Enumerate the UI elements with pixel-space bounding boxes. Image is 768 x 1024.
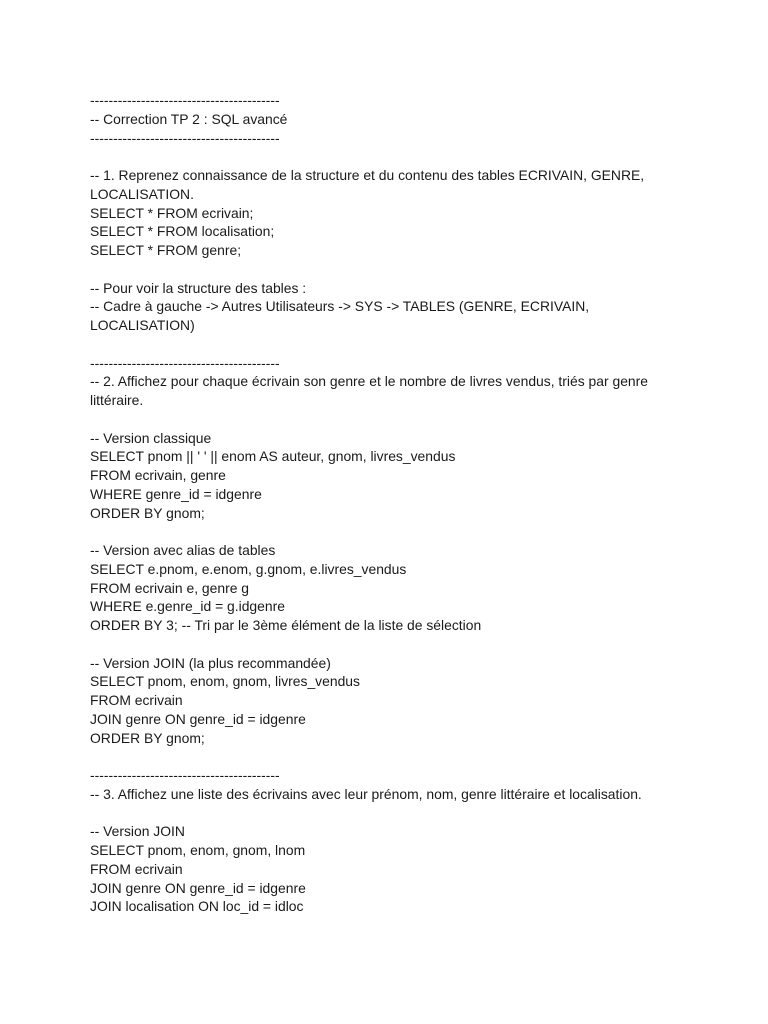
doc-line: -- Version classique	[90, 429, 212, 446]
doc-line: -- 2. Affichez pour chaque écrivain son genre et le nombre de livres vendus, triés par genre	[90, 373, 648, 390]
doc-line: littéraire.	[90, 392, 144, 408]
doc-line: -- 3. Affichez une liste des écrivains avec leur prénom, nom, genre littéraire et localisation.	[90, 785, 642, 802]
blank-line	[90, 410, 680, 429]
doc-line: -- Pour voir la structure des tables :	[90, 279, 307, 296]
doc-line: -- Version avec alias de tables	[90, 542, 276, 558]
doc-line: -----------------------------------------	[90, 92, 280, 108]
doc-line: ORDER BY gnom;	[90, 504, 205, 521]
doc-line: SELECT pnom, enom, gnom, lnom	[90, 842, 306, 858]
doc-line: JOIN genre ON genre_id = idgenre	[90, 879, 306, 896]
document-page	[90, 91, 680, 916]
blank-line	[90, 522, 680, 541]
blank-line	[90, 335, 680, 354]
doc-line: SELECT * FROM localisation;	[90, 223, 275, 240]
blank-line	[90, 147, 680, 166]
doc-line: SELECT pnom || ' ' || enom AS auteur, gnom, livres_vendus	[90, 448, 456, 465]
doc-line: JOIN genre ON genre_id = idgenre	[90, 710, 306, 727]
doc-line: FROM ecrivain	[90, 692, 183, 708]
doc-line: ORDER BY 3; -- Tri par le 3ème élément de la liste de sélection	[90, 617, 482, 633]
doc-line: SELECT * FROM ecrivain;	[90, 204, 254, 221]
doc-line: WHERE genre_id = idgenre	[90, 485, 262, 502]
blank-line	[90, 747, 680, 766]
doc-line: FROM ecrivain e, genre g	[90, 579, 250, 596]
doc-line: -----------------------------------------	[90, 767, 280, 783]
blank-line	[90, 804, 680, 823]
doc-line: LOCALISATION)	[90, 317, 195, 333]
doc-line: SELECT * FROM genre;	[90, 242, 242, 258]
doc-line: -- Version JOIN	[90, 823, 185, 840]
doc-line: JOIN localisation ON loc_id = idloc	[90, 898, 304, 915]
doc-line: FROM ecrivain	[90, 860, 183, 877]
doc-line: -- 1. Reprenez connaissance de la structure et du contenu des tables ECRIVAIN, GENRE,	[90, 167, 645, 183]
doc-line: SELECT pnom, enom, gnom, livres_vendus	[90, 673, 360, 690]
doc-line: -- Correction TP 2 : SQL avancé	[90, 110, 288, 127]
doc-line: -----------------------------------------	[90, 354, 280, 371]
doc-line: WHERE e.genre_id = g.idgenre	[90, 598, 285, 615]
blank-line	[90, 635, 680, 654]
doc-line: SELECT e.pnom, e.enom, g.gnom, e.livres_vendus	[90, 560, 407, 577]
doc-line: LOCALISATION.	[90, 185, 194, 202]
doc-line: ORDER BY gnom;	[90, 729, 205, 746]
doc-line: -- Version JOIN (la plus recommandée)	[90, 654, 331, 671]
blank-line	[90, 260, 680, 279]
doc-line: -----------------------------------------	[90, 129, 280, 146]
doc-line: -- Cadre à gauche -> Autres Utilisateurs -> SYS -> TABLES (GENRE, ECRIVAIN,	[90, 298, 590, 315]
doc-line: FROM ecrivain, genre	[90, 467, 226, 483]
